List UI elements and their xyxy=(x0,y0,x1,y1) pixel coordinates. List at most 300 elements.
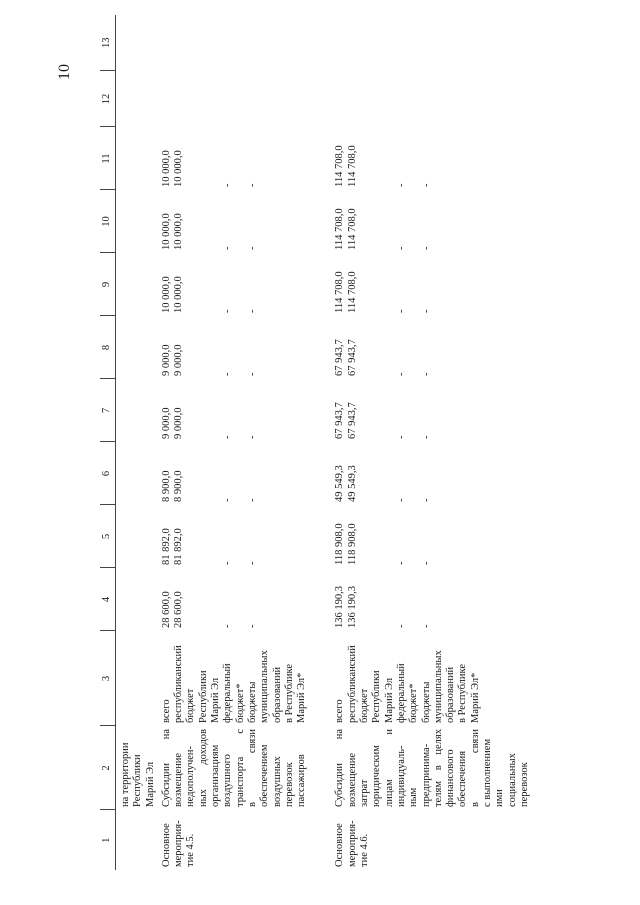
value-group xyxy=(247,256,308,313)
funding-source-line: в Республике xyxy=(283,663,295,723)
continuation-line: Марий Эл xyxy=(144,761,156,807)
value xyxy=(470,319,482,376)
value xyxy=(433,193,445,250)
value xyxy=(384,319,396,376)
value-group xyxy=(421,382,482,439)
value xyxy=(272,256,284,313)
value xyxy=(371,130,383,187)
value-group xyxy=(334,382,346,439)
value xyxy=(384,445,396,502)
value-group xyxy=(247,74,308,124)
value-group xyxy=(421,74,482,124)
value xyxy=(198,130,210,187)
value xyxy=(470,193,482,250)
value xyxy=(185,508,197,565)
column-number-5: 5 xyxy=(100,505,116,568)
value xyxy=(457,18,469,68)
value xyxy=(222,18,234,68)
activity-name xyxy=(157,726,309,810)
value-group xyxy=(396,130,421,187)
activity-name-line: возмещение xyxy=(173,752,185,807)
value-cell-col-11 xyxy=(157,127,309,190)
continuation-line: на территории xyxy=(120,742,131,807)
value: 114 708,0 xyxy=(334,271,346,313)
value xyxy=(284,130,296,187)
value: - xyxy=(420,561,432,565)
value-group xyxy=(347,319,396,376)
activity-name-line: в связи xyxy=(246,729,258,807)
funding-source-line: Марий Эл xyxy=(383,677,395,723)
value xyxy=(408,193,420,250)
value-cell-col-4 xyxy=(157,568,309,631)
value xyxy=(185,18,197,68)
column-number-4: 4 xyxy=(100,568,116,631)
value xyxy=(384,571,396,628)
value-group xyxy=(396,319,421,376)
activity-name-line: организациям xyxy=(210,744,222,807)
funding-source-line: федеральный xyxy=(222,663,234,723)
value xyxy=(198,74,210,124)
value xyxy=(259,508,271,565)
value xyxy=(457,382,469,439)
value: - xyxy=(222,183,234,187)
value xyxy=(470,571,482,628)
activity-name-line: предпринима- xyxy=(420,743,432,807)
activity-name-line: воздушных xyxy=(271,756,283,807)
value xyxy=(470,445,482,502)
funding-source xyxy=(173,634,222,723)
value: - xyxy=(246,498,258,502)
activity-name-line: Субсидии на xyxy=(334,729,346,807)
value xyxy=(296,256,308,313)
column-number-2: 2 xyxy=(100,726,116,810)
value-cell-col-13 xyxy=(157,15,309,71)
value-group xyxy=(347,256,396,313)
column-number-11: 11 xyxy=(100,127,116,190)
column-number-6: 6 xyxy=(100,442,116,505)
value xyxy=(359,256,371,313)
value-group xyxy=(173,256,222,313)
activity-name-line: ным xyxy=(408,787,420,807)
value xyxy=(272,74,284,124)
value xyxy=(408,508,420,565)
value-group xyxy=(334,319,346,376)
value-cell-col-7 xyxy=(330,379,531,442)
value: - xyxy=(222,624,234,628)
funding-source-line: бюджет xyxy=(359,688,371,723)
value: - xyxy=(420,498,432,502)
value xyxy=(210,193,222,250)
value-group xyxy=(161,571,173,628)
value xyxy=(284,571,296,628)
value xyxy=(457,193,469,250)
value-cell-col-5 xyxy=(157,505,309,568)
value xyxy=(296,571,308,628)
rotated-page-content xyxy=(100,35,530,870)
value xyxy=(359,18,371,68)
value-group xyxy=(173,508,222,565)
value xyxy=(198,571,210,628)
value-group xyxy=(247,445,308,502)
value-group xyxy=(173,130,222,187)
value xyxy=(384,193,396,250)
column-number-1: 1 xyxy=(100,810,116,870)
value: 67 943,7 xyxy=(334,402,346,439)
value-cell-col-10 xyxy=(157,190,309,253)
value xyxy=(384,18,396,68)
funding-source-line: федеральный xyxy=(395,663,407,723)
value-group xyxy=(396,508,421,565)
value xyxy=(408,18,420,68)
value-cell-col-8 xyxy=(330,316,531,379)
value xyxy=(235,74,247,124)
activity-name-line: перевозок xyxy=(518,762,530,807)
value xyxy=(259,74,271,124)
value: 136 190,3 xyxy=(346,586,358,628)
column-number-8: 8 xyxy=(100,316,116,379)
value xyxy=(210,18,222,68)
value xyxy=(198,508,210,565)
activity-name-line: финансового xyxy=(445,749,457,807)
value xyxy=(173,18,185,68)
value xyxy=(445,193,457,250)
value xyxy=(296,508,308,565)
funding-source xyxy=(161,634,173,723)
table-body xyxy=(116,15,532,870)
value-group xyxy=(222,256,247,313)
value xyxy=(433,571,445,628)
value xyxy=(272,319,284,376)
row-spacer xyxy=(308,15,330,870)
value xyxy=(359,571,371,628)
value xyxy=(235,319,247,376)
value xyxy=(384,74,396,124)
value xyxy=(235,571,247,628)
value xyxy=(384,130,396,187)
activity-kind-line: Основное xyxy=(334,823,346,867)
value-group xyxy=(421,319,482,376)
value xyxy=(272,508,284,565)
value-group xyxy=(347,445,396,502)
value: 10 000,0 xyxy=(160,150,172,187)
value-group xyxy=(334,130,346,187)
value-group xyxy=(222,193,247,250)
value xyxy=(259,445,271,502)
funding-source-line: бюджет* xyxy=(408,683,420,723)
column-number-13: 13 xyxy=(100,15,116,71)
value xyxy=(408,445,420,502)
value xyxy=(284,18,296,68)
activity-kind-line: мероприя- xyxy=(173,820,185,867)
value xyxy=(259,193,271,250)
value xyxy=(272,382,284,439)
value xyxy=(284,193,296,250)
value xyxy=(470,18,482,68)
funding-source-cell xyxy=(157,631,309,726)
value-group xyxy=(247,319,308,376)
value: - xyxy=(222,498,234,502)
value xyxy=(408,382,420,439)
value-group xyxy=(173,445,222,502)
activity-name-line: ных доходов xyxy=(197,729,209,807)
activity-kind xyxy=(330,810,531,870)
value xyxy=(259,18,271,68)
value xyxy=(334,18,346,68)
value-group xyxy=(161,18,173,68)
activity-name-line: телям в целях xyxy=(432,729,444,807)
activity-kind-line: тие 4.6. xyxy=(359,833,371,867)
activity-name-line: воздушного xyxy=(222,754,234,807)
value xyxy=(384,508,396,565)
value xyxy=(457,571,469,628)
funding-source xyxy=(222,634,247,723)
value-cell-col-7 xyxy=(157,379,309,442)
value xyxy=(235,256,247,313)
value: 118 908,0 xyxy=(334,523,346,565)
budget-table xyxy=(100,15,531,870)
value xyxy=(408,256,420,313)
value: 118 908,0 xyxy=(346,523,358,565)
value-cell-col-13 xyxy=(330,15,531,71)
value xyxy=(198,256,210,313)
value xyxy=(371,18,383,68)
value xyxy=(359,445,371,502)
value xyxy=(198,319,210,376)
funding-source-line: Республики xyxy=(197,670,209,723)
value: 81 892,0 xyxy=(160,528,172,565)
value xyxy=(457,130,469,187)
value: - xyxy=(395,624,407,628)
value xyxy=(396,74,408,124)
value xyxy=(284,319,296,376)
value xyxy=(210,508,222,565)
value xyxy=(359,508,371,565)
value xyxy=(247,18,259,68)
value xyxy=(210,445,222,502)
value xyxy=(235,18,247,68)
value: 67 943,7 xyxy=(334,339,346,376)
value xyxy=(470,382,482,439)
value xyxy=(235,445,247,502)
value: 136 190,3 xyxy=(334,586,346,628)
value: 10 000,0 xyxy=(173,213,185,250)
funding-source xyxy=(396,634,421,723)
column-number-10: 10 xyxy=(100,190,116,253)
column-number-3: 3 xyxy=(100,631,116,726)
funding-source-line: Марий Эл* xyxy=(469,672,481,723)
value xyxy=(272,18,284,68)
value xyxy=(173,74,185,124)
value-group xyxy=(334,193,346,250)
value-group xyxy=(347,571,396,628)
value xyxy=(445,18,457,68)
funding-source-line: всего xyxy=(160,699,172,723)
value xyxy=(433,74,445,124)
value xyxy=(185,130,197,187)
value xyxy=(347,18,359,68)
funding-source-line: республиканский xyxy=(173,645,185,723)
value-group xyxy=(396,193,421,250)
value xyxy=(470,508,482,565)
value xyxy=(222,74,234,124)
funding-source-line: бюджеты xyxy=(420,681,432,723)
value xyxy=(445,508,457,565)
value xyxy=(284,445,296,502)
funding-source-cell xyxy=(330,631,531,726)
value-group xyxy=(334,571,346,628)
value xyxy=(371,445,383,502)
value-group xyxy=(222,382,247,439)
value: 114 708,0 xyxy=(346,145,358,187)
value: - xyxy=(395,246,407,250)
value-group xyxy=(161,74,173,124)
activity-name-line: Субсидии на xyxy=(160,729,172,807)
value xyxy=(210,319,222,376)
value xyxy=(445,130,457,187)
value: 8 900,0 xyxy=(160,470,172,502)
value xyxy=(185,571,197,628)
funding-source-line: всего xyxy=(334,699,346,723)
value-cell-col-9 xyxy=(157,253,309,316)
value-group xyxy=(396,18,421,68)
value-group xyxy=(421,256,482,313)
funding-source-line: Марий Эл* xyxy=(296,672,308,723)
value-group xyxy=(222,319,247,376)
value: 10 000,0 xyxy=(160,276,172,313)
activity-name-line: индивидуаль- xyxy=(395,745,407,807)
continuation-row xyxy=(116,15,157,870)
value: - xyxy=(395,561,407,565)
value xyxy=(371,193,383,250)
value: 49 549,3 xyxy=(346,465,358,502)
value-group xyxy=(421,508,482,565)
value xyxy=(185,445,197,502)
value xyxy=(408,571,420,628)
column-number-12: 12 xyxy=(100,71,116,127)
value: 10 000,0 xyxy=(173,150,185,187)
value: 10 000,0 xyxy=(173,276,185,313)
value-group xyxy=(421,18,482,68)
value xyxy=(185,382,197,439)
value xyxy=(185,193,197,250)
value: - xyxy=(222,372,234,376)
activity-name-line: обеспечения xyxy=(457,750,469,807)
value-group xyxy=(334,256,346,313)
funding-source-line: бюджеты xyxy=(246,681,258,723)
value-group xyxy=(161,130,173,187)
value-group xyxy=(347,508,396,565)
value: - xyxy=(246,561,258,565)
value-group xyxy=(222,130,247,187)
value xyxy=(185,256,197,313)
value-cell-col-10 xyxy=(330,190,531,253)
value-group xyxy=(334,74,346,124)
value-group xyxy=(222,571,247,628)
value xyxy=(272,193,284,250)
value-group xyxy=(222,508,247,565)
funding-source-line: Республики xyxy=(371,670,383,723)
value xyxy=(457,508,469,565)
value-cell-col-5 xyxy=(330,505,531,568)
activity-kind-line: мероприя- xyxy=(346,820,358,867)
value-group xyxy=(161,193,173,250)
funding-source-line: бюджет* xyxy=(234,683,246,723)
value-cell-col-8 xyxy=(157,316,309,379)
value-group xyxy=(347,130,396,187)
activity-name-line: обеспечением xyxy=(259,744,271,807)
value xyxy=(371,382,383,439)
value xyxy=(408,74,420,124)
value: - xyxy=(222,561,234,565)
value xyxy=(247,74,259,124)
activity-name-line: перевозок xyxy=(283,762,295,807)
empty-cell xyxy=(116,71,157,127)
funding-source xyxy=(421,634,482,723)
value: 114 708,0 xyxy=(346,208,358,250)
value: 9 000,0 xyxy=(160,344,172,376)
column-number-9: 9 xyxy=(100,253,116,316)
cell-kind xyxy=(116,810,157,870)
value xyxy=(185,74,197,124)
value-group xyxy=(396,571,421,628)
value: - xyxy=(395,435,407,439)
value xyxy=(408,130,420,187)
funding-source xyxy=(347,634,396,723)
value-cell-col-6 xyxy=(157,442,309,505)
value xyxy=(433,18,445,68)
value: - xyxy=(395,183,407,187)
value xyxy=(457,445,469,502)
value xyxy=(198,382,210,439)
value xyxy=(161,74,173,124)
value-group xyxy=(396,382,421,439)
page-number: 10 xyxy=(56,64,73,80)
value xyxy=(445,256,457,313)
value-group xyxy=(347,382,396,439)
empty-cell xyxy=(116,379,157,442)
value-group xyxy=(161,256,173,313)
value xyxy=(284,74,296,124)
value xyxy=(359,74,371,124)
value: 114 708,0 xyxy=(346,271,358,313)
value: - xyxy=(395,372,407,376)
value: - xyxy=(246,435,258,439)
value xyxy=(210,571,222,628)
value-cell-col-9 xyxy=(330,253,531,316)
continuation-line: Республики xyxy=(132,754,144,807)
value xyxy=(445,382,457,439)
value: - xyxy=(420,372,432,376)
value xyxy=(235,508,247,565)
value xyxy=(272,571,284,628)
value xyxy=(470,130,482,187)
value xyxy=(433,445,445,502)
empty-cell xyxy=(116,442,157,505)
value-group xyxy=(173,74,222,124)
value xyxy=(371,319,383,376)
value: 9 000,0 xyxy=(173,344,185,376)
value xyxy=(445,319,457,376)
activity-name-line: возмещение xyxy=(346,752,358,807)
value xyxy=(185,319,197,376)
value-group xyxy=(222,18,247,68)
activity-name-line: недополучен- xyxy=(185,745,197,807)
value-cell-col-11 xyxy=(330,127,531,190)
value-group xyxy=(396,256,421,313)
funding-source-line: образований xyxy=(271,666,283,723)
value-group xyxy=(173,571,222,628)
value xyxy=(457,256,469,313)
